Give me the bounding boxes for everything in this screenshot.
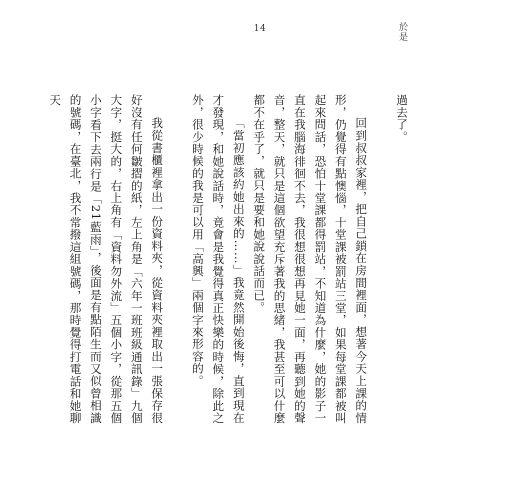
- paragraph: 過去了。: [395, 94, 409, 143]
- body-text: [45, 94, 412, 424]
- running-header-title: 於是: [397, 22, 407, 42]
- paragraph: 回到叔叔家裡，把自己鎖在房間裡面，想著今天上課的情形，仍覺得有點懊惱，十堂課被罰站三堂，如果每堂課都被叫起來問話，恐怕十堂課都得罰站，不知道為什麼，她的影子一直在我腦海徘徊不去，我很想很想再見她一面，再聽到她的聲音，整天，就只是這個欲望充斥著我的思緒，我甚至可以什麼都不在乎了，就只是要和她說說話而已。: [252, 94, 369, 424]
- paragraph: 我從書櫃裡拿出一份資料夾，從資料夾裡取出一張保存很好沒有任何皺摺的紙，左上角是「六年一班班級通訊錄」九個大字，挺大的，右上角有「資料勿外流」五個小字，從那五個小字看下去兩行是「21藍雨」，後面是有點陌生而又似曾相識的號碼，在臺北，我不常撥這組號碼，那時覺得打電話和她聊天: [48, 94, 165, 424]
- page-number: 14: [253, 24, 267, 34]
- paragraph: 「當初應該約她出來的……」我竟然開始後悔，直到現在才發現，和她說話時，竟會是我覺得真正快樂的時候，除此之外，很少時候的我是可以用「高興」兩個字來形容的。: [190, 94, 246, 424]
